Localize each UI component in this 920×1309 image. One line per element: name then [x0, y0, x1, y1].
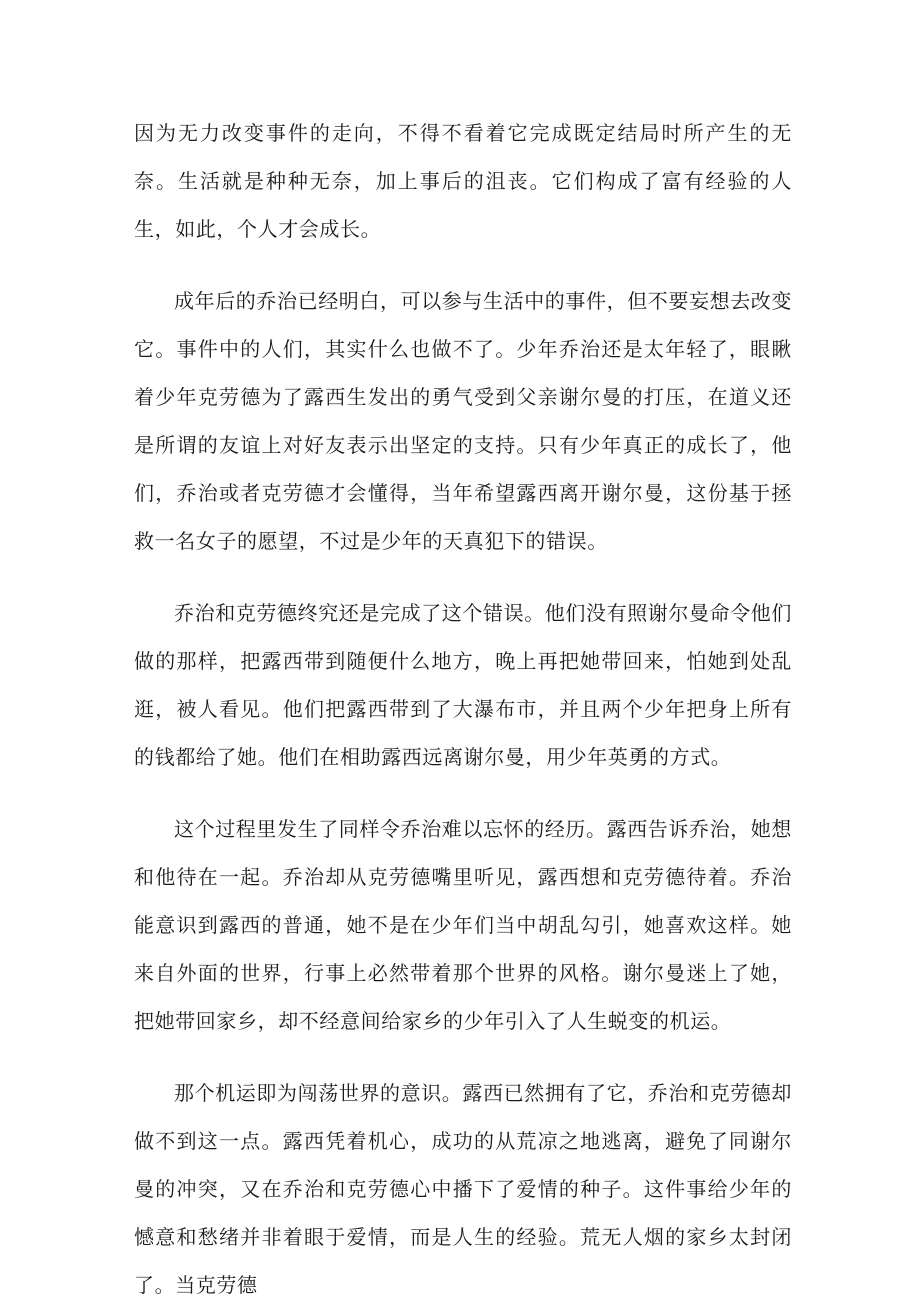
paragraph-2: 成年后的乔治已经明白，可以参与生活中的事件，但不要妄想去改变它。事件中的人们，其实什么也做不了。少年乔治还是太年轻了，眼瞅着少年克劳德为了露西生发出的勇气受到父亲谢尔曼的打压，在道义还是所谓的友谊上对好友表示出坚定的支持。只有少年真正的成长了，他们，乔治或者克劳德才会懂得，当年希望露西离开谢尔曼，这份基于拯救一名女子的愿望，不过是少年的天真犯下的错误。 — [134, 289, 792, 553]
paragraph-1: 因为无力改变事件的走向，不得不看着它完成既定结局时所产生的无奈。生活就是种种无奈，加上事后的沮丧。它们构成了富有经验的人生，如此，个人才会成长。 — [134, 121, 792, 241]
paragraph-4: 这个过程里发生了同样令乔治难以忘怀的经历。露西告诉乔治，她想和他待在一起。乔治却从克劳德嘴里听见，露西想和克劳德待着。乔治能意识到露西的普通，她不是在少年们当中胡乱勾引，她喜欢这样。她来自外面的世界，行事上必然带着那个世界的风格。谢尔曼迷上了她，把她带回家乡，却不经意间给家乡的少年引入了人生蜕变的机运。 — [134, 817, 792, 1033]
paragraph-3: 乔治和克劳德终究还是完成了这个错误。他们没有照谢尔曼命令他们做的那样，把露西带到随便什么地方，晚上再把她带回来，怕她到处乱逛，被人看见。他们把露西带到了大瀑布市，并且两个少年把身上所有的钱都给了她。他们在相助露西远离谢尔曼，用少年英勇的方式。 — [134, 601, 792, 769]
paragraph-5: 那个机运即为闯荡世界的意识。露西已然拥有了它，乔治和克劳德却做不到这一点。露西凭着机心，成功的从荒凉之地逃离，避免了同谢尔曼的冲突，又在乔治和克劳德心中播下了爱情的种子。这件事给少年的憾意和愁绪并非着眼于爱情，而是人生的经验。荒无人烟的家乡太封闭了。当克劳德 — [134, 1081, 792, 1297]
